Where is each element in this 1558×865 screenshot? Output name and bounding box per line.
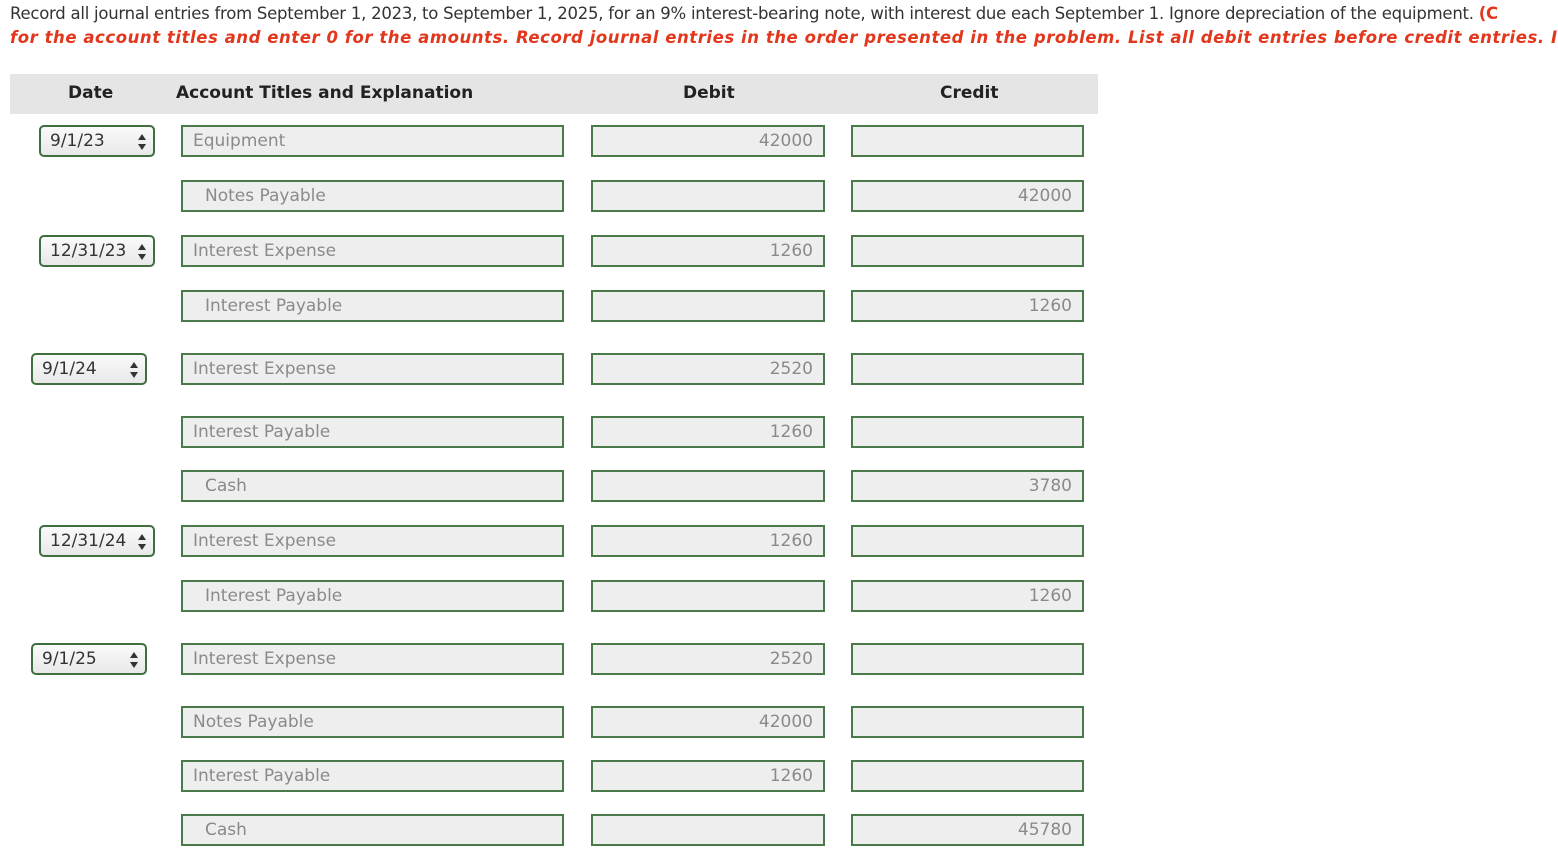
date-select-value: 12/31/23 [50,241,127,261]
credit-input[interactable]: 45780 [851,814,1084,846]
credit-input[interactable] [851,353,1084,385]
header-debit: Debit [683,83,735,103]
journal-row [0,525,1100,561]
account-title-input[interactable]: Interest Expense [181,525,564,557]
debit-input[interactable]: 42000 [591,706,825,738]
debit-input[interactable] [591,180,825,212]
header-credit: Credit [940,83,999,103]
credit-input[interactable] [851,235,1084,267]
journal-row [0,180,1100,216]
account-title-input[interactable]: Interest Payable [181,760,564,792]
credit-input[interactable]: 42000 [851,180,1084,212]
up-down-arrows-icon [138,534,147,550]
up-down-arrows-icon [138,244,147,260]
instructions-text: Record all journal entries from September 1, 2023, to September 1, 2025, for an 9% interest-bearing note, with interest due each September 1. Ignore depreciation of the equipment. [10,4,1474,23]
instructions-line-1 [10,4,1498,23]
journal-row [0,814,1100,850]
debit-input[interactable]: 42000 [591,125,825,157]
date-select-value: 9/1/25 [42,649,97,669]
debit-input[interactable]: 1260 [591,760,825,792]
journal-row [0,760,1100,796]
instructions-red-text: (C [1478,4,1498,23]
credit-input[interactable] [851,706,1084,738]
account-title-input[interactable]: Interest Expense [181,353,564,385]
debit-input[interactable] [591,290,825,322]
account-title-input[interactable]: Cash [181,470,564,502]
date-select[interactable] [39,525,155,557]
journal-row [0,470,1100,506]
journal-row [0,706,1100,742]
journal-row [0,643,1100,679]
account-title-input[interactable]: Notes Payable [181,706,564,738]
date-select-value: 9/1/24 [42,359,97,379]
debit-input[interactable]: 2520 [591,643,825,675]
debit-input[interactable] [591,814,825,846]
journal-row [0,580,1100,616]
date-select[interactable] [31,643,147,675]
journal-row [0,416,1100,452]
account-title-input[interactable]: Notes Payable [181,180,564,212]
credit-input[interactable]: 1260 [851,580,1084,612]
account-title-input[interactable]: Cash [181,814,564,846]
debit-input[interactable] [591,580,825,612]
header-date: Date [68,83,114,103]
up-down-arrows-icon [130,362,139,378]
date-select[interactable] [31,353,147,385]
account-title-input[interactable]: Equipment [181,125,564,157]
header-account: Account Titles and Explanation [176,83,474,103]
credit-input[interactable]: 3780 [851,470,1084,502]
debit-input[interactable]: 1260 [591,235,825,267]
account-title-input[interactable]: Interest Expense [181,235,564,267]
journal-row [0,353,1100,389]
journal-row [0,125,1100,161]
instructions-line-2: for the account titles and enter 0 for the amounts. Record journal entries in the order presented in the problem. List all debit entries before credit entries. I [10,28,1558,47]
journal-row [0,235,1100,271]
up-down-arrows-icon [138,134,147,150]
credit-input[interactable] [851,416,1084,448]
account-title-input[interactable]: Interest Payable [181,290,564,322]
credit-input[interactable] [851,125,1084,157]
account-title-input[interactable]: Interest Payable [181,580,564,612]
date-select-value: 9/1/23 [50,131,105,151]
debit-input[interactable]: 1260 [591,525,825,557]
credit-input[interactable] [851,525,1084,557]
date-select-value: 12/31/24 [50,531,127,551]
journal-row [0,290,1100,326]
debit-input[interactable]: 2520 [591,353,825,385]
debit-input[interactable] [591,470,825,502]
account-title-input[interactable]: Interest Expense [181,643,564,675]
credit-input[interactable] [851,643,1084,675]
credit-input[interactable] [851,760,1084,792]
date-select[interactable] [39,125,155,157]
debit-input[interactable]: 1260 [591,416,825,448]
up-down-arrows-icon [130,652,139,668]
table-header [10,74,1098,114]
date-select[interactable] [39,235,155,267]
account-title-input[interactable]: Interest Payable [181,416,564,448]
credit-input[interactable]: 1260 [851,290,1084,322]
